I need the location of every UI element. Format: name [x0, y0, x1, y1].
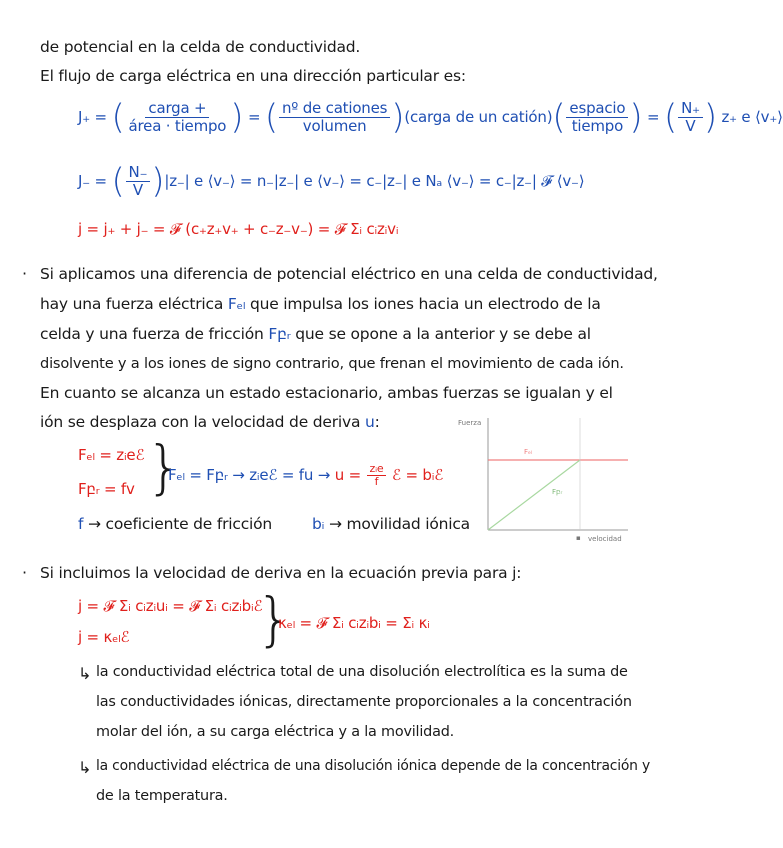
brace-forces: } [146, 433, 183, 501]
bullet-2: · [22, 563, 28, 582]
graph-ffr-line [488, 460, 580, 530]
fraction-space-time: $\frac{\text{espacio}}{\text{tiempo}}$ [566, 100, 628, 135]
note-1-line-3: molar del ión, a su carga eléctrica y a la movilidad. [96, 724, 455, 740]
intro-line-1: de potencial en la celda de conductividad. [40, 38, 361, 56]
para1-line-1: Si aplicamos una diferencia de potencial eléctrico en una celda de conductividad, [40, 265, 658, 283]
force-electric: Fₑₗ = zᵢeℰ [78, 446, 145, 464]
equation-kappa: κₑₗ = 𝓕 Σᵢ cᵢzᵢbᵢ = Σᵢ κᵢ [278, 614, 430, 632]
fel-symbol: Fₑₗ [227, 295, 246, 313]
equation-j-minus: J₋ = ( $\frac{N_-}{V}$ )|z₋| e ⟨v₋⟩ = n₋|z₋| e ⟨v₋⟩ = c₋|z₋| e Nₐ ⟨v₋⟩ = c₋|z₋| 𝓕 ⟨v₋⟩ [78, 161, 585, 202]
graph-ffr-label: Fբᵣ [552, 488, 563, 496]
graph-x-label: velocidad [588, 535, 622, 543]
para2-line-1: Si incluimos la velocidad de deriva en la ecuación previa para j: [40, 564, 522, 582]
force-balance: Fₑₗ = Fբᵣ → zᵢeℰ = fu → u = $\frac{\text{zᵢe}}{f}$ ℰ = bᵢℰ [168, 462, 444, 488]
intro-line-2: El flujo de carga eléctrica en una dirección particular es: [40, 67, 466, 85]
note-2-line-2: de la temperatura. [96, 788, 228, 804]
fraction-cations-volume: $\frac{\text{nº de cationes}}{\text{volumen}}$ [279, 100, 390, 135]
para1-line-5: En cuanto se alcanza un estado estacionario, ambas fuerzas se igualan y el [40, 384, 613, 402]
u-symbol: u [365, 413, 375, 431]
note-2-line-1: la conductividad eléctrica de una disolución iónica depende de la concentración y [96, 758, 650, 774]
def-friction-coefficient: f → coeficiente de fricción [78, 515, 273, 533]
force-velocity-graph [448, 412, 634, 548]
note-1-line-1: la conductividad eléctrica total de una disolución electrolítica es la suma de [96, 664, 628, 680]
def-ionic-mobility: bᵢ → movilidad iónica [312, 515, 470, 533]
graph-y-label: Fuerza [458, 419, 482, 427]
note-arrow-1: ↳ [78, 664, 92, 683]
fraction-nminus-v: $\frac{N_-}{V}$ [126, 164, 151, 199]
brace-kappa: } [256, 585, 293, 653]
svg-text:▪: ▪ [576, 534, 581, 542]
para1-line-2: hay una fuerza eléctrica Fₑₗ que impulsa los iones hacia un electrodo de la [40, 295, 601, 313]
fraction-charge-area-time: $\frac{\text{carga +}}{\text{área · tiempo}}$ [128, 99, 227, 135]
equation-j-kappa: j = κₑₗℰ [78, 628, 130, 646]
equation-j-plus: J₊ = ( $\frac{\text{carga +}}{\text{área · tiempo}}$ ) = ( $\frac{\text{nº de cationes}}{\text{volumen}}$ )(carga de un catión)( $\frac{\text{espacio}}{\text{tiempo}}$ ) = ( $\frac{N_+}{V}$ ) z₊ e ⟨v₊⟩ [78, 97, 783, 138]
equation-j-total: j = j₊ + j₋ = 𝓕 (c₊z₊v₊ + c₋z₋v₋) = 𝓕 Σᵢ cᵢzᵢvᵢ [78, 220, 399, 238]
drift-velocity: u = $\frac{\text{zᵢe}}{f}$ ℰ = bᵢℰ [334, 462, 444, 488]
bullet-1: · [22, 264, 28, 283]
equation-j-mobility: j = 𝓕 Σᵢ cᵢzᵢuᵢ = 𝓕 Σᵢ cᵢzᵢbᵢℰ [78, 597, 263, 615]
para1-line-3: celda y una fuerza de fricción Fբᵣ que se opone a la anterior y se debe al [40, 325, 591, 343]
para1-line-4: disolvente y a los iones de signo contrario, que frenan el movimiento de cada ión. [40, 355, 624, 372]
note-arrow-2: ↳ [78, 758, 92, 777]
graph-fel-label: Fₑₗ [524, 448, 533, 456]
para1-line-6: ión se desplaza con la velocidad de deriva u: [40, 413, 380, 431]
ffr-symbol: Fբᵣ [268, 325, 291, 343]
force-friction: Fբᵣ = fv [78, 480, 135, 498]
j-plus-lhs: J₊ = [78, 108, 107, 126]
fraction-nplus-v: $\frac{N_+}{V}$ [678, 100, 703, 135]
note-1-line-2: las conductividades iónicas, directamente proporcionales a la concentración [96, 694, 632, 710]
